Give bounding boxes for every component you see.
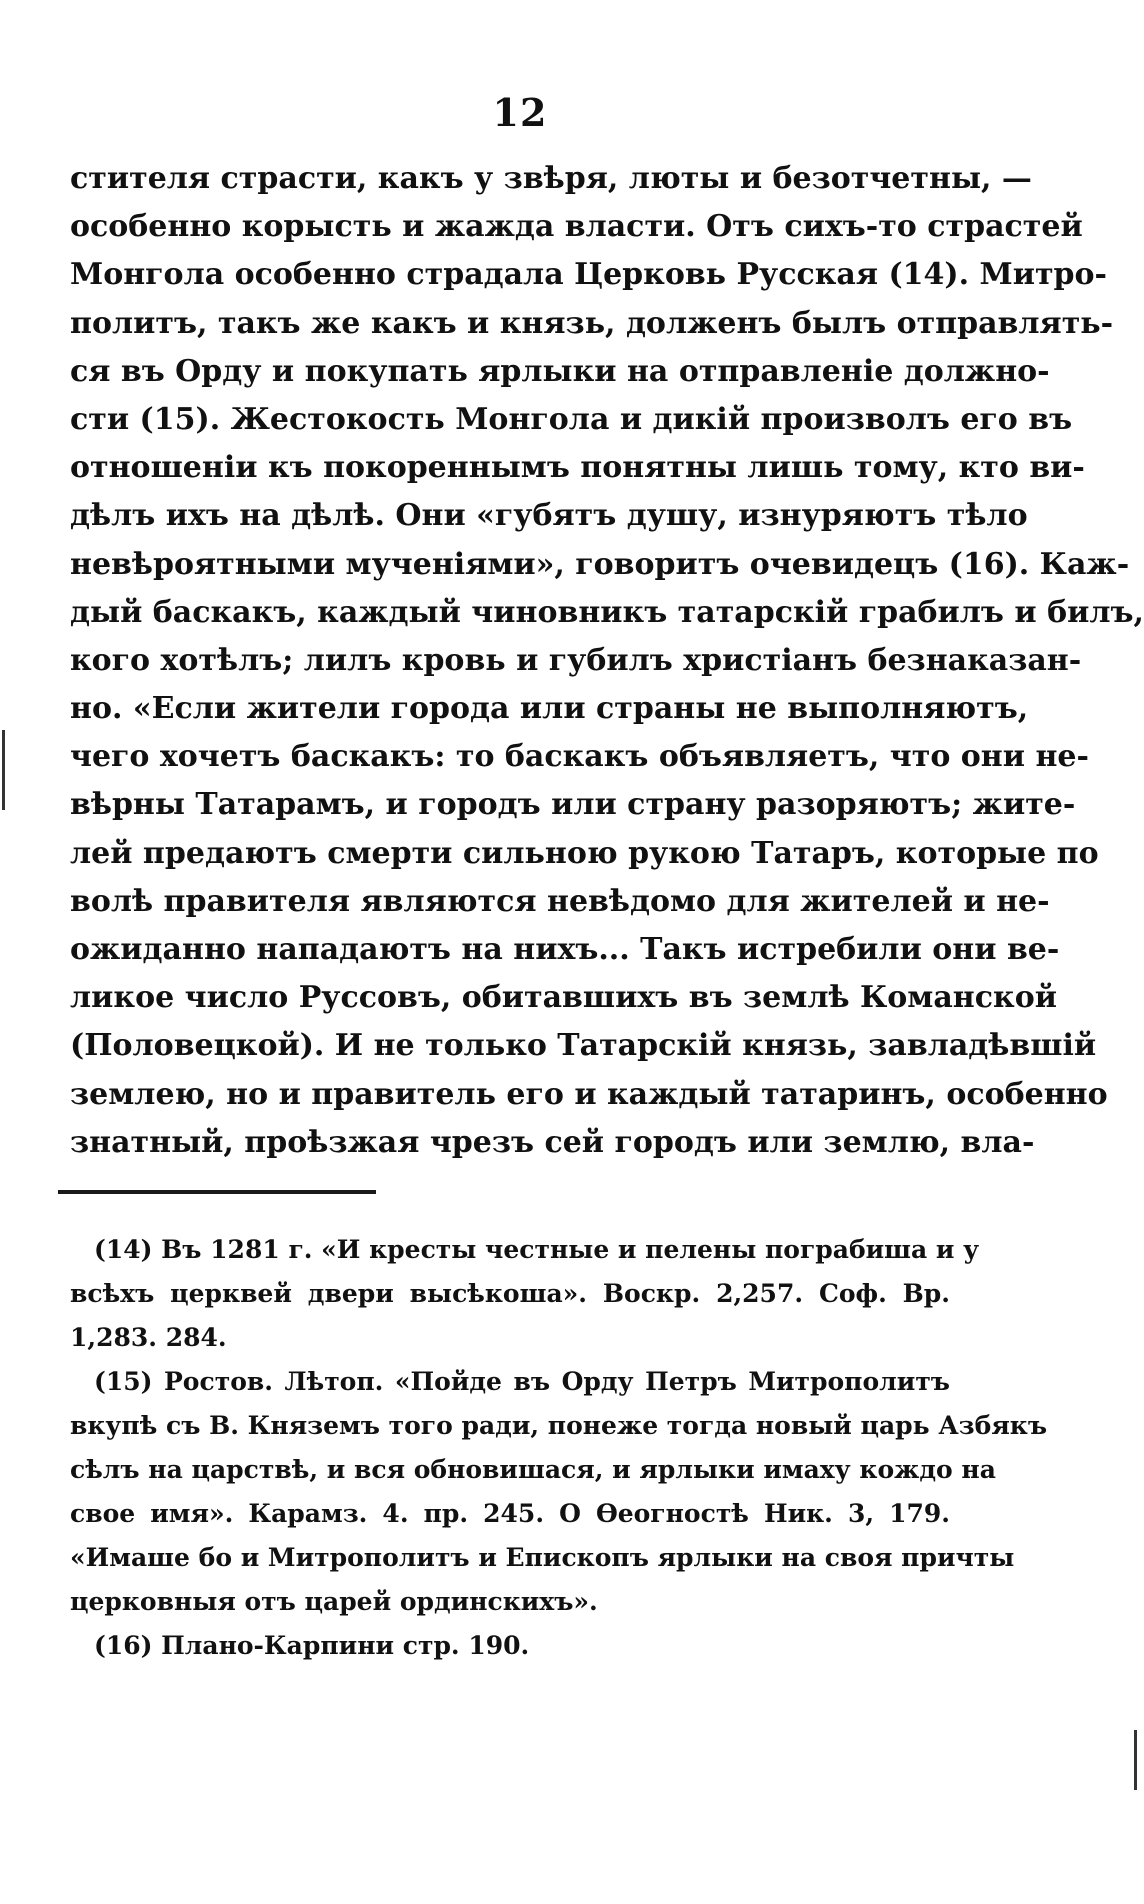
text-line: Монгола особенно страдала Церковь Русская (14). Митро- — [70, 257, 1107, 293]
text-line: ожиданно нападаютъ на нихъ... Такъ истребили они ве- — [70, 932, 1060, 967]
text-line: особенно корысть и жажда власти. Отъ сихъ-то страстей — [70, 209, 1083, 245]
footnote-14 — [70, 1228, 980, 1360]
text-line: стителя страсти, какъ у звѣря, люты и безотчетны, — — [70, 161, 1032, 196]
text-line: волѣ правителя являются невѣдомо для жителей и не- — [70, 883, 1050, 919]
footnote-line: 1,283. 284. — [70, 1323, 227, 1352]
footnote-line: свое имя». Карамз. 4. пр. 245. О Ѳеогностѣ Ник. 3, 179. — [70, 1499, 950, 1528]
text-line: вѣрны Татарамъ, и городъ или страну разоряютъ; жите- — [70, 787, 1076, 823]
footnotes — [70, 1228, 1048, 1668]
text-line: ся въ Орду и покупать ярлыки на отправленіе должно- — [70, 353, 1050, 389]
left-margin-mark — [2, 730, 5, 810]
text-line: отношеніи къ покореннымъ понятны лишь тому, кто ви- — [70, 450, 1085, 486]
footnote-line: церковныя отъ царей ординскихъ». — [70, 1587, 598, 1616]
footnote-line: (14) Въ 1281 г. «И кресты честные и пелены пограбиша и у — [94, 1235, 980, 1264]
text-line: чего хочетъ баскакъ: то баскакъ объявляетъ, что они не- — [70, 739, 1089, 775]
text-line: знатный, проѣзжая чрезъ сей городъ или землю, вла- — [70, 1124, 1035, 1160]
text-line: дый баскакъ, каждый чиновникъ татарскій грабилъ и билъ, — [70, 594, 1144, 630]
text-line: дѣлъ ихъ на дѣлѣ. Они «губятъ душу, изнуряютъ тѣло — [70, 498, 1028, 534]
text-line: политъ, такъ же какъ и князь, долженъ былъ отправлять- — [70, 305, 1114, 341]
text-line: сти (15). Жестокость Монгола и дикій произволъ его въ — [70, 401, 1073, 437]
footnote-15 — [70, 1360, 1048, 1624]
footnote-line: (16) Плано-Карпини стр. 190. — [94, 1631, 530, 1660]
text-line: (Половецкой). И не только Татарскій князь, завладѣвшій — [70, 1028, 1097, 1064]
footnote-divider — [58, 1190, 376, 1194]
text-line: но. «Если жители города или страны не выполняютъ, — [70, 691, 1029, 727]
right-margin-mark — [1134, 1730, 1137, 1790]
text-line: ликое число Руссовъ, обитавшихъ въ землѣ Команской — [70, 980, 1057, 1016]
footnote-16 — [70, 1624, 950, 1668]
footnote-line: вкупѣ съ В. Княземъ того ради, понеже тогда новый царь Азбякъ — [70, 1411, 1048, 1440]
footnote-line: сѣлъ на царствѣ, и вся обновишася, и ярлыки имаху кождо на — [70, 1455, 996, 1484]
text-line: землею, но и правитель его и каждый татаринъ, особенно — [70, 1076, 1108, 1112]
main-text — [70, 155, 1144, 1167]
text-line: невѣроятными мученіями», говоритъ очевидецъ (16). Каж- — [70, 546, 1130, 582]
text-line: лей предаютъ смерти сильною рукою Татаръ, которые по — [70, 835, 1099, 871]
page-number: 12 — [492, 90, 548, 135]
footnote-line: (15) Ростов. Лѣтоп. «Пойде въ Орду Петръ Митрополитъ — [94, 1367, 950, 1396]
footnote-line: всѣхъ церквей двери высѣкоша». Воскр. 2,257. Соф. Вр. — [70, 1279, 950, 1308]
footnote-line: «Имаше бо и Митрополитъ и Епископъ ярлыки на своя причты — [70, 1543, 1015, 1572]
text-line: кого хотѣлъ; лилъ кровь и губилъ христіанъ безнаказан- — [70, 642, 1082, 678]
